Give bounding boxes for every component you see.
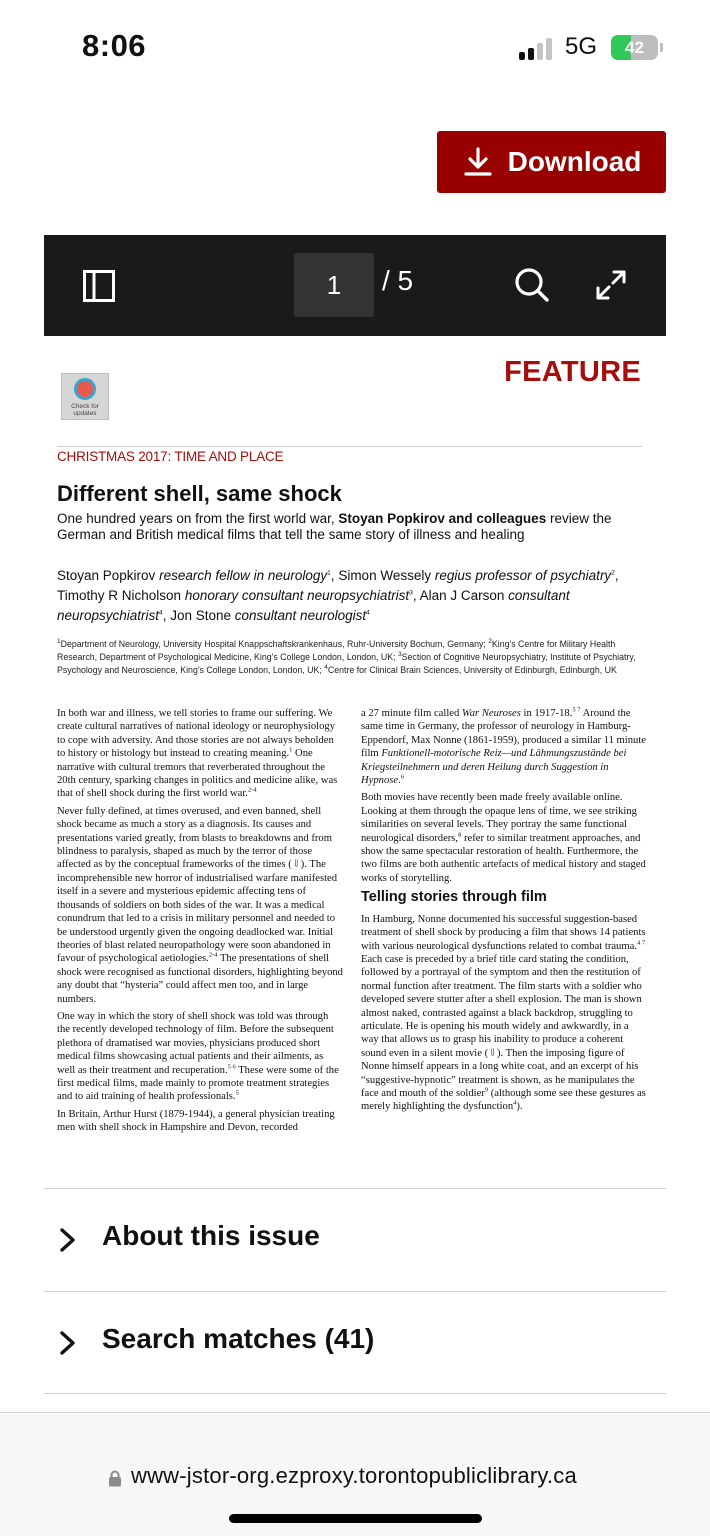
- text: .: [398, 775, 401, 787]
- text: In both war and illness, we tell stories to frame our suffering. We create cultural narratives of national ideology or neurophysiology to cope with adversity. And those stories are not always beholden to history or histology but instead to creating meaning.: [57, 708, 335, 760]
- citation: 6: [400, 773, 404, 781]
- text: ). Then the imposing figure of Nonne himself appears in a long white coat, and an excerpt of his “suggestive-hypnotic” treatment is shown, as he manipulates the face and mouth of the soldier: [361, 1047, 639, 1099]
- citation: 5 6: [227, 1063, 236, 1071]
- author-name: Alan J Carson: [419, 588, 505, 603]
- accordion-label: Search matches (41): [102, 1323, 375, 1354]
- text: a 27 minute film called: [361, 708, 462, 719]
- affil-sup: 1: [57, 638, 61, 646]
- divider: [44, 1291, 666, 1292]
- author-name: Simon Wessely: [338, 568, 432, 583]
- citation: 2-4: [208, 951, 218, 959]
- affil-text: King's Centre for Military Health Research, Department of Psychological Medicine, King's College London, London, UK;: [57, 639, 616, 662]
- author-role: regius professor of psychiatry: [434, 568, 612, 583]
- browser-url-bar[interactable]: [0, 1412, 710, 1536]
- crossmark-icon: [74, 378, 96, 400]
- paragraph: [361, 791, 647, 885]
- paragraph: [361, 707, 647, 787]
- body-column-right: [361, 707, 647, 1118]
- divider: [44, 1188, 666, 1189]
- crossmark-label: Check for updates: [71, 403, 99, 417]
- paragraph: [57, 707, 343, 801]
- affil-sup: 4: [324, 664, 328, 672]
- accordion-search-matches[interactable]: [44, 1293, 666, 1393]
- crossmark-badge[interactable]: [61, 373, 109, 420]
- standfirst-text-end: review the German and British medical films that tell the same story of illness and healing: [57, 511, 612, 542]
- author-role: honorary consultant neuropsychiatrist: [184, 588, 410, 603]
- home-indicator[interactable]: [229, 1514, 482, 1523]
- search-icon[interactable]: [514, 267, 550, 303]
- affiliations: [57, 638, 655, 677]
- header-divider: [57, 446, 642, 447]
- network-type: 5G: [565, 33, 598, 60]
- text: ).: [516, 1101, 523, 1113]
- author-sup: 1: [327, 569, 331, 577]
- affil-text: Section of Cognitive Neuropsychiatry, Institute of Psychiatry, Psychology and Neuroscience, King's College London, London, UK;: [57, 652, 636, 675]
- text: Around the same time in Germany, the professor of neurology in Hamburg-Eppendorf, Max Nonne (1861-1959), produced a similar 11 minute film: [361, 708, 646, 760]
- affil-sup: 3: [398, 651, 402, 659]
- citation: 4: [513, 1099, 517, 1107]
- author-name: Timothy R Nicholson: [57, 588, 182, 603]
- paragraph: [57, 1108, 343, 1135]
- author-sup: 4: [159, 609, 163, 617]
- battery-cap: [660, 43, 663, 52]
- paragraph: [361, 913, 647, 1114]
- citation: 5 7: [572, 706, 581, 714]
- standfirst-text: One hundred years on from the first world war,: [57, 511, 339, 526]
- citation: 1: [289, 746, 293, 754]
- article-title: Different shell, same shock: [57, 481, 342, 506]
- film-title: Funktionell-motorische Reiz—und Lähmungszustände bei Kriegsteilnehmern und deren Heilung durch Suggestion in Hypnose: [361, 748, 627, 787]
- body-column-left: [57, 707, 343, 1139]
- chevron-right-icon: [58, 1329, 78, 1357]
- paragraph: [57, 1010, 343, 1104]
- citation: 9: [484, 1086, 489, 1094]
- text: These were some of the first medical films, made mainly to promote treatment strategies and to aid training of health professionals.: [57, 1064, 339, 1103]
- citation: 5: [235, 1089, 239, 1097]
- affil-sup: 2: [488, 638, 492, 646]
- author-sup: 2: [611, 569, 615, 577]
- text: One narrative with cultural tremors that reverberated throughout the 20th century, sparking changes in politics and medicine alike, was that of shell shock during the first world war.: [57, 748, 338, 800]
- accordion-label: About this issue: [102, 1220, 320, 1251]
- text: In Hamburg, Nonne documented his successful suggestion-based treatment of shell shock by producing a film that shows 14 patients with various neurological dysfunctions related to combat trauma.: [361, 913, 646, 952]
- chevron-right-icon: [58, 1226, 78, 1254]
- author-role: research fellow in neurology: [159, 568, 328, 583]
- text: in 1917-18.: [520, 708, 573, 719]
- sidebar-icon[interactable]: [82, 269, 116, 303]
- film-title: War Neuroses: [461, 708, 521, 719]
- figure-link-icon[interactable]: ⇓: [291, 859, 301, 871]
- status-time: 8:06: [82, 28, 147, 63]
- text: ). The incomprehensible new horror of industrialised warfare manifested itself in a severe and mysterious epidemic affecting tens of thousands of soldiers on both sides of the war. It was a medical conundrum that led to a crisis in military personnel and needed to be understood urgently given the ongoing deadlocked war. Initial theories of blast related neuropathology were soon abandoned in favour of psychological aetiologies.: [57, 859, 338, 965]
- author-sup: 3: [409, 589, 413, 597]
- affil-text: Centre for Clinical Brain Sciences, University of Edinburgh, Edinburgh, UK: [327, 665, 617, 675]
- text: (although some see these gestures as merely highlighting the dysfunction: [361, 1087, 646, 1113]
- author-name: Stoyan Popkirov: [57, 568, 156, 583]
- author-sup: 4: [366, 609, 370, 617]
- author-list: Stoyan Popkirov research fellow in neurology$^1$, Simon Wessely regius professor of psychiatry$^2$, Timothy R Nicholson honorary consultant neuropsychiatrist$^3$, Alan J Carson consultant neuropsychiatrist$^4$, Jon Stone consultant neurologist$^4$: [57, 568, 619, 623]
- section-heading: Telling stories through film: [361, 889, 547, 906]
- expand-icon[interactable]: [594, 268, 628, 302]
- standfirst-authors: Stoyan Popkirov and colleagues: [338, 511, 547, 526]
- battery-percent: 42: [625, 38, 644, 57]
- author-role: consultant neurologist: [234, 608, 367, 623]
- page-total: / 5: [382, 265, 414, 296]
- author-name: Jon Stone: [170, 608, 231, 623]
- citation: 2-4: [247, 786, 257, 794]
- download-button[interactable]: [437, 131, 666, 193]
- download-icon: [462, 146, 494, 178]
- standfirst: [57, 511, 647, 543]
- divider: [44, 1393, 666, 1394]
- text: Never fully defined, at times overused, and even banned, shell shock became as much a story as a diagnosis. Its causes and presentations varied greatly, from blasts to breakdowns and from blindness to paralysis, shaped as much by the terror of those affected as by the conceptual frameworks of the times (: [57, 805, 332, 871]
- affil-text: Department of Neurology, University Hospital Knappschaftskrankenhaus, Ruhr-University Bochum, Germany;: [60, 639, 489, 649]
- lock-icon: [108, 1470, 122, 1487]
- battery-icon: [611, 35, 658, 60]
- document-page: [44, 336, 666, 1188]
- text: Both movies have recently been made freely available online. Looking at them through the opaque lens of time, we see striking similarities on several levels. They portray the same functional neurological disorders,: [361, 792, 637, 844]
- feature-badge: FEATURE: [504, 356, 641, 388]
- paragraph: [57, 805, 343, 1006]
- page-number-input[interactable]: 1: [294, 253, 374, 317]
- text: refer to similar treatment approaches, and show the same spectacular restoration of health. Furthermore, the two films are both authentic artefacts of medical history and staged works of storytelling.: [361, 832, 646, 884]
- figure-link-icon[interactable]: ⇓: [488, 1047, 497, 1059]
- accordion-about-issue[interactable]: [44, 1190, 666, 1290]
- text: One way in which the story of shell shock was told was through the recently developed technology of film. Before the subsequent plethora of dramatised war movies, physicians produced short medical films showcasing actual patients and their ailments, as well as their treatment and recuperation.: [57, 1010, 334, 1076]
- citation: 8: [458, 831, 462, 839]
- url-text[interactable]: www-jstor-org.ezproxy.torontopubliclibrary.ca: [131, 1463, 577, 1488]
- text: Each case is preceded by a brief title card stating the condition, followed by a portrayal of the symptom and then the restitution of normal function after treatment. The film starts with a soldier who developed severe stutter after a shell explosion. The man is shown almost naked, contrasted against a black backdrop, struggling to articulate. He is opening his mouth widely and awkwardly, in a way that allows us to grasp his inability to produce a coherent sound even in a silent movie (: [361, 953, 642, 1059]
- text: In Britain, Arthur Hurst (1879-1944), a general physician treating men with shell shock in Hampshire and Devon, recorded: [57, 1108, 335, 1134]
- download-label: Download: [507, 146, 642, 177]
- author-role: consultant neuropsychiatrist: [57, 588, 570, 623]
- viewer-toolbar: [44, 235, 666, 336]
- series-label: CHRISTMAS 2017: TIME AND PLACE: [57, 449, 284, 464]
- cellular-signal-icon: [519, 38, 555, 60]
- text: The presentations of shell shock were recognised as functional disorders, highlighting beyond any doubt that “hysteria” could affect men too, and in large numbers.: [57, 953, 343, 1005]
- status-bar: [0, 0, 710, 96]
- citation: 4 7: [636, 938, 646, 946]
